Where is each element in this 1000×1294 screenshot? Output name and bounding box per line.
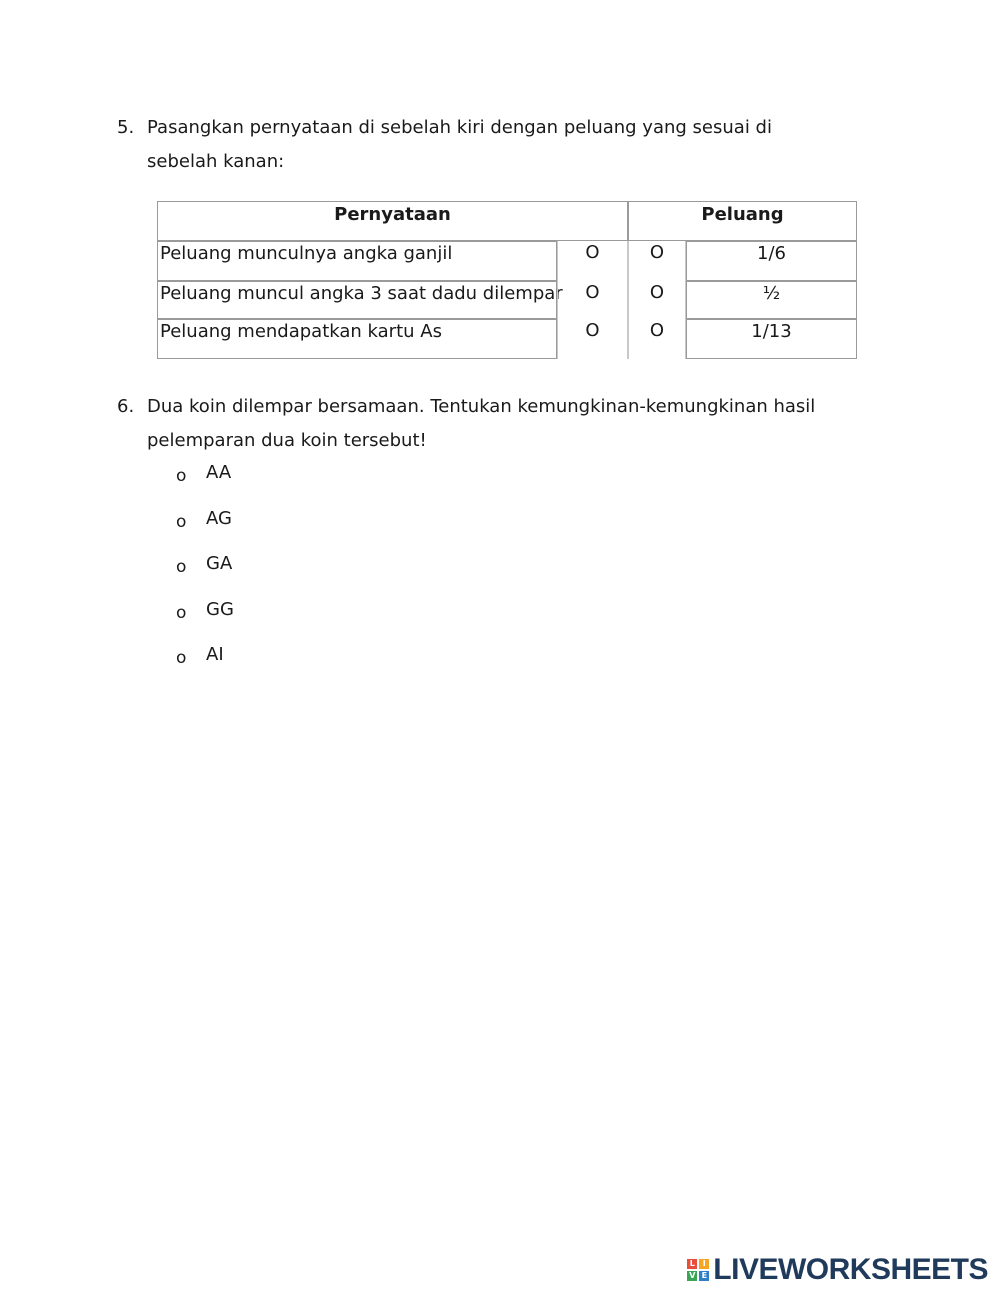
match-dot-right[interactable]: O <box>628 319 686 359</box>
radio-bullet[interactable]: o <box>176 511 187 532</box>
logo-text: LIVEWORKSHEETS <box>713 1253 988 1286</box>
question-text: Pasangkan pernyataan di sebelah kiri dengan peluang yang sesuai di sebelah kanan: <box>147 117 772 172</box>
probability-cell: 1/13 <box>686 319 857 359</box>
match-dot-right[interactable]: O <box>628 281 686 319</box>
logo-mark-cell: V <box>689 1271 696 1280</box>
radio-bullet[interactable]: o <box>176 557 187 577</box>
match-dot-left[interactable]: O <box>557 319 628 359</box>
liveworksheets-logo <box>687 1253 988 1287</box>
option-label: AG <box>206 507 232 529</box>
logo-mark-icon <box>687 1259 709 1281</box>
statement-cell: Peluang mendapatkan kartu As <box>157 319 557 359</box>
logo-mark-cell: E <box>699 1271 709 1281</box>
option-label: AA <box>206 462 232 483</box>
probability-cell: ½ <box>686 281 857 319</box>
question-number: 5. <box>117 117 135 138</box>
match-dot-right[interactable]: O <box>628 241 686 281</box>
option-label: GA <box>206 553 233 574</box>
question-text: Dua koin dilempar bersamaan. Tentukan kemungkinan-kemungkinan hasil pelemparan dua koin tersebut! <box>147 396 816 451</box>
logo-mark-cell: L <box>687 1259 697 1269</box>
radio-bullet[interactable]: o <box>176 648 187 668</box>
question-number: 6. <box>117 396 135 417</box>
radio-bullet[interactable]: o <box>176 602 187 623</box>
header-statement: Pernyataan <box>157 201 628 241</box>
option-label: AI <box>206 644 224 665</box>
radio-bullet[interactable]: o <box>176 466 187 486</box>
statement-cell: Peluang muncul angka 3 saat dadu dilempar <box>157 281 557 319</box>
logo-mark-cell: I <box>699 1259 709 1269</box>
match-dot-left[interactable]: O <box>557 281 628 319</box>
statement-cell: Peluang munculnya angka ganjil <box>157 241 557 281</box>
header-probability: Peluang <box>628 201 857 241</box>
option-label: GG <box>206 598 234 620</box>
matching-table <box>157 201 857 359</box>
match-dot-left[interactable]: O <box>557 241 628 281</box>
probability-cell: 1/6 <box>686 241 857 281</box>
